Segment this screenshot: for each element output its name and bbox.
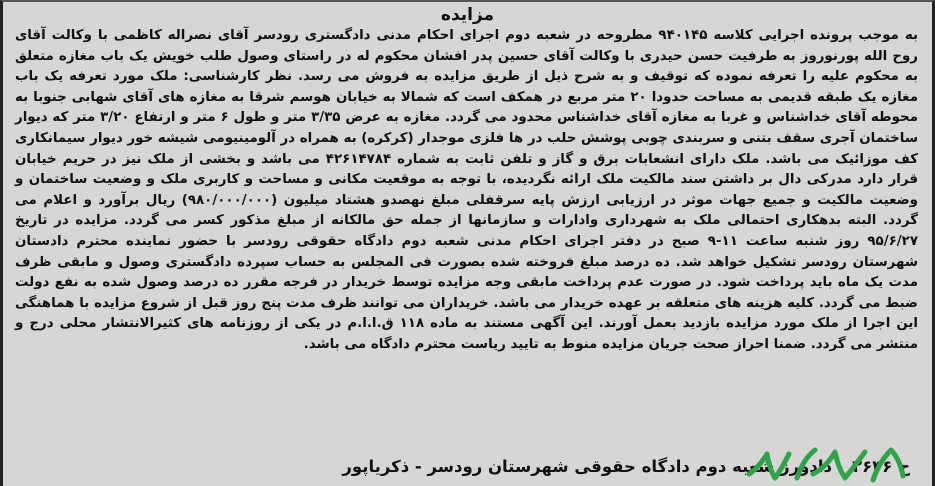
notice-title: مزایده: [440, 5, 495, 25]
notice-body-text: به موجب پرونده اجرایی کلاسه ۹۴۰۱۴۵ مطروحه در شعبه دوم اجرای احکام مدنی دادگستری رودسر آقای نصراله کاظمی با وکالت آقای روح الله پورنوروز به طرفیت حسن حیدری با وکالت آقای حسین پدر افشان محکوم له در راستای وصول طلب خویش یک باب مغازه متعلق به محکوم علیه را تعرفه نموده که توقیف و به شرح ذیل از طریق مزایده به فروش می رسد. نظر کارشناسی: ملک مورد تعرفه یک باب مغازه یک طبقه قدیمی به مساحت حدودا ۲۰ متر مربع در همکف است که شمالا به خیابان هوسم شرقا به مغازه های آقای شهابی جنوبا به محوطه آقای خداشناس و غربا به مغازه آقای خداشناس محدود می گردد. مغازه به عرض ۳/۳۵ متر و طول ۶ متر و ارتفاع ۳/۲۰ متر که دیوار ساختمان آجری سقف بتنی و سربندی چوبی پوشش حلب در ها فلزی موجدار (کرکره) به همراه در آلومینیومی شیشه خور دیوار سیمانکاری کف موزائیک می باشد. ملک دارای انشعابات برق و گاز و تلفن ثابت به شماره ۴۲۶۱۴۷۸۴ می باشد و بخشی از ملک نیز در حریم خیابان قرار دارد مدرکی دال بر داشتن سند مالکیت ملک ارائه نگردیده، با توجه به موقعیت مکانی و مساحت و کاربری ملک و وضعیت ساختمان و وضعیت مالکیت و جمیع جهات موثر در ارزیابی ارزش پایه سرقفلی مبلغ نهصدو هشتاد میلیون (۹۸۰/۰۰۰/۰۰۰) ریال برآورد و اعلام می گردد. البته بدهکاری احتمالی ملک به شهرداری وادارات و سازمانها از جمله حق مالکانه از مبلغ مذکور کسر می گردد. مزایده در تاریخ ۹۵/۶/۲۷ روز شنبه ساعت ۱۱-۹ صبح در دفتر اجرای احکام مدنی شعبه دوم دادگاه حقوقی رودسر با حضور نماینده محترم دادستان شهرستان رودسر تشکیل خواهد شد. ده درصد مبلغ فروخته شده بصورت فی المجلس به حساب سپرده دادگستری وصول و مابقی ظرف مدت یک ماه باید پرداخت شود. در صورت عدم پرداخت مابقی وجه مزایده توسط خریدار در فرجه مقرر ده درصد وصول شده به نفع دولت ضبط می گردد. کلیه هزینه های متعلقه بر عهده خریدار می باشد. خریداران می توانند ظرف مدت پنج روز قبل از شروع مزایده با هماهنگی این اجرا از ملک مورد مزایده بازدید بعمل آورند. این آگهی مستند به ماده ۱۱۸ ق.ا.ا.م در یکی از روزنامه های کثیرالانتشار محلی درج و منتشر می گردد. ضمنا احراز صحت جریان مزایده منوط به تایید ریاست محترم دادگاه می باشد.: [15, 28, 919, 352]
handwritten-number-stamp: [741, 440, 911, 486]
notice-signature: دادورز شعبه دوم دادگاه حقوقی شهرستان رودسر - ذکریاپور: [342, 457, 832, 476]
stamp-drawing: [741, 440, 911, 486]
notice-body: [3, 26, 932, 356]
notice-code: ح ۲۶۴۶: [852, 457, 910, 476]
